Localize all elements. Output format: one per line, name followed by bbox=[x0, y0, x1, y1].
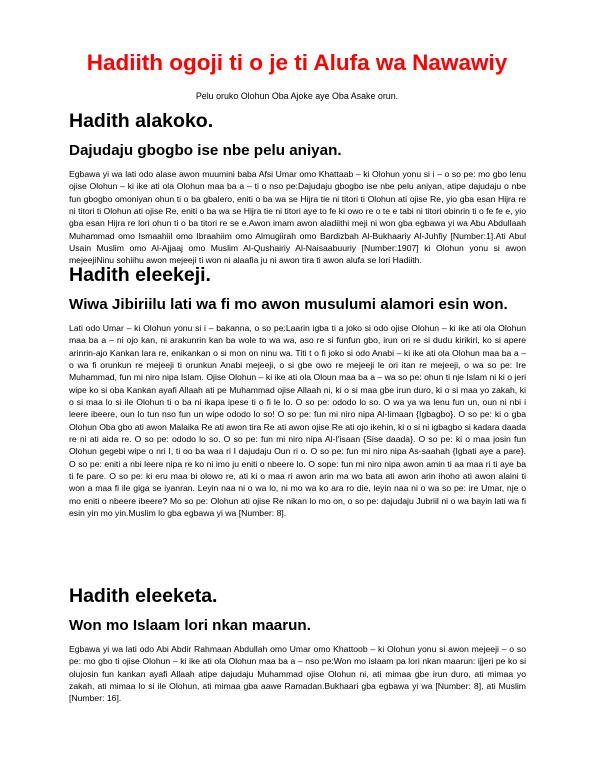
hadith-2-subheading: Wiwa Jibiriilu lati wa fi mo awon musulumi alamori esin won. bbox=[69, 296, 508, 313]
hadith-3-body: Egbawa yi wa lati odo Abi Abdir Rahmaan Abdullah omo Umar omo Khattoob – ki Olohun yonu si awon mejeeji – o so pe: mo gbo ti ojise Olohun – ki ike ati ola Olohun maa ba a – nso pe:Won mo islaam pa lori nkan maarun: ijjeri pe ko si olujosin fun kankan ayafi Allaah atipe dajudaju Muhammad ojise Olohun ni, ati mimaa gbe irun duro, ati mimaa yo zakah, ati mimaa lo si ile Olohun, ati mimaa gba aawe Ramadan.Bukhaari gba egbawa yi wa [Number: 8], ati Muslim [Number: 16]. bbox=[69, 644, 526, 704]
hadith-3-subheading: Won mo Islaam lori nkan maarun. bbox=[69, 617, 311, 634]
hadith-1-body: Egbawa yi wa lati odo alase awon muumini baba Afsi Umar omo Khattaab – ki Olohun yonu si i – o so pe: mo gbo lenu ojise Olohun – ki ike ati ola Olohun maa ba a – ti o nso pe:Dajudaju gbogbo ise nbe pelu aniyan, atipe dajudaju o nbe fun gbogbo omoniyan ohun ti o ba gbalero, eniti o ba wa se Hijra tie ni titori ti Olohun ati ojise Re, yio gba esan Hijra re ni titori ti Olohun ati ojise Re, eniti o ba wa se Hijra tie ni titori aye to fe ki owo re o te e tabi ni titori obinrin ti o fe fe e, yio gba esan Hijra re lori ohun ti o ba titori re se e.Awon imam awon aladiithi meji ni won gba egbawa yi wa Abu Abdullaah Muhammad omo Ismaahiil omo Ibraahiim omo Almugiirah omo Bardizbah Al-Bukhaariy Al-Juhfiy [Number:1].Ati Abul Usain Muslim omo Al-Ajjaaj omo Muslim Al-Qushairiy Al-Naisaabuuriy [Number:1907] ki Olohun yonu si awon mejeejiNinu sohiihu awon mejeeji ti won ni alaafia ju ni awon tira ti awon alufa se lori Hadiith. bbox=[69, 169, 526, 266]
hadith-1-heading: Hadith alakoko. bbox=[69, 110, 214, 132]
hadith-2-heading: Hadith eleekeji. bbox=[69, 264, 211, 286]
hadith-1-subheading: Dajudaju gbogbo ise nbe pelu aniyan. bbox=[69, 142, 342, 159]
dedication-line: Pelu oruko Olohun Oba Ajoke aye Oba Asake orun. bbox=[195, 91, 399, 101]
hadith-2-body: Lati odo Umar – ki Olohun yonu si i – bakanna, o so pe:Laarin igba ti a joko si odo ojise Olohun – ki ike ati ola Olohun maa ba a – ni ojo kan, ni arakunrin kan ba wole to wa wa, aso re si funfun gbo, irun ori re si dudu kirikiri, ko si apere arinrin-ajo Kankan lara re, enikankan o si mon on ninu wa. Titi t o fi joko si odo Anabi – ki ike ati ola Olohun maa ba a – o wa fi orunkun re mejeeji ti orunkun Anabi mejeeji, o si gbe owo re mejeeji le ori itan re mejeeji, o wa so pe: Ire Muhammad, fun mi niro nipa Islam. Ojise Olohun – ki ike ati ola Oloun maa ba a – wa so pe: ohun ti nje Islam ni ki o jeri wipe ko si oba Kankan ayafi Allaah ati pe Muhammad ojise Allaah ni, ki o si maa gbe irun duro, ki o si maa yo zakah, ki o si maa lo si ile Olohun ti o ba ni ikapa ipese ti o fi le lo. O so pe: ododo lo so. O wa ya wa lenu fun un, oun ni nbi i leere ibeere, oun lo tun nso fun un wipe ododo lo so! O so pe: fun mi niro nipa Al-Iimaan {Igbagbo}. O so pe: ki o gba Olohun Oba gbo ati awon Malaika Re ati awon tira Re ati awon ojise Re ati ojo ikehin, ki o si ni igbagbo si kadara daada re ni ati aida re. O so pe: ododo lo so. O so pe: fun mi niro nipa Al-I'isaan {Sise daada}. O so pe: ki o maa josin fun Olohun gegebi wipe o nri I, ti oo ba waa ri I dajudaju Oun ri o. O so pe: fun mi niro nipa As-saahah {Igbati aye a pare}. O so pe: eniti a nbi leere nipa re ko ni imo ju eniti o nbeere lo. O sope: fun mi niro nipa awon amin ti aa maa ri ti aye ba ti fe pare. O so pe: ki eru maa bi olowo re, ati ki o maa ri awon arin ma wo bata ati awon arin ihoho ati awon alaini ti won a maa fi ile giga se iyanran. Leyin naa ni o wa lo, ni mo wa ko ara ro die, leyin naa ni o wa so pe: ire Umar, nje o mo eniti o nbeere ibeere? Mo so pe: Olohun ati ojise Re nikan lo mo on, o so pe: dajudaju Jubriil ni o wa bayin lati wa fi esin yin mo yin.Muslim lo gba egbawa yi wa [Number: 8]. bbox=[69, 323, 526, 519]
document-title: Hadiith ogoji ti o je ti Alufa wa Nawawiy bbox=[86, 50, 508, 75]
hadith-3-heading: Hadith eleeketa. bbox=[69, 585, 218, 607]
